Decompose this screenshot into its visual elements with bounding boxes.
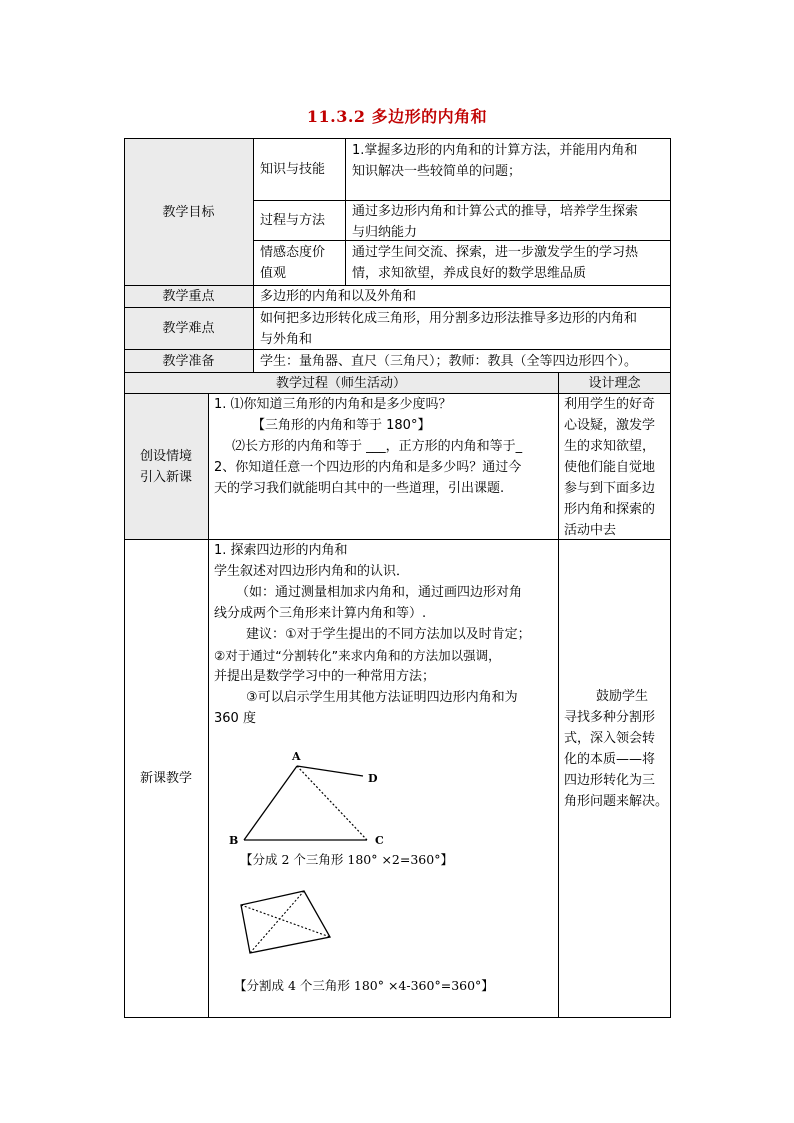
point-label-b: B: [229, 834, 239, 847]
concept-line: 化的本质——将: [564, 752, 656, 767]
goals-header: 教学目标: [162, 204, 215, 220]
lesson-line: 线分成两个三角形来计算内角和等）.: [214, 606, 427, 621]
intro-line: 1. ⑴你知道三角形的内角和是多少度吗？: [214, 397, 452, 412]
concept-line: 利用学生的好奇: [564, 397, 656, 412]
diagonal-ac: [297, 766, 367, 840]
lesson-line: ③可以启示学生用其他方法证明四边形内角和为: [246, 690, 518, 705]
new-lesson-concept: [564, 686, 668, 816]
point-label-c: C: [375, 834, 384, 847]
lesson-line: 学生叙述对四边形内角和的认识．: [214, 564, 410, 579]
quadrilateral-figure-1: [224, 745, 394, 855]
goal-text-knowledge: [346, 140, 670, 200]
rule: [670, 138, 671, 1018]
goal-label-line: 情感态度价: [260, 245, 326, 260]
lesson-line: ②对于通过“分割转化”来求内角和的方法加以强调，: [214, 648, 501, 663]
concept-line: 四边形转化为三: [564, 773, 656, 788]
intro-label-line: 创设情境: [139, 448, 192, 464]
intro-line: 天的学习我们就能明白其中的一些道理，引出课题.: [214, 481, 505, 496]
concept-line: 寻找多种分割形: [564, 710, 656, 725]
concept-line: 心设疑，激发学: [564, 418, 656, 433]
goal-label-emotion: [254, 242, 345, 285]
concept-line: 活动中去: [564, 523, 617, 538]
intro-concept: [564, 394, 668, 539]
concept-line: 生的求知欲望，: [564, 439, 656, 454]
goal-text-line: 知识解决一些较简单的问题；: [352, 164, 522, 179]
intro-answer: 【三角形的内角和等于 180°】: [252, 418, 431, 433]
page-title: 11.3.2 多边形的内角和: [306, 107, 488, 126]
side-ad: [297, 766, 363, 776]
lesson-line: 360 度: [214, 711, 256, 726]
side-ab: [244, 766, 297, 840]
prep-text: 学生：量角器、直尺（三角尺）；教师：教具（全等四边形四个）。: [260, 353, 638, 369]
point-label-a: A: [292, 750, 301, 763]
goal-text-emotion: [346, 242, 670, 285]
intro-label: [124, 394, 208, 539]
goal-text-line: 与归纳能力: [352, 225, 418, 240]
process-header: 教学过程（师生活动）: [275, 375, 406, 391]
quad-outline: [241, 891, 330, 953]
rule: [124, 1017, 671, 1018]
intro-label-line: 引入新课: [139, 469, 192, 485]
difficulty-line: 与外角和: [260, 332, 313, 347]
lesson-line: （如：通过测量相加求内角和，通过画四边形对角: [236, 585, 523, 600]
goal-label-process: 过程与方法: [260, 213, 326, 228]
concept-line: 鼓励学生: [596, 689, 649, 704]
keypoint-text: 多边形的内角和以及外角和: [260, 289, 417, 304]
intro-line: 2、你知道任意一个四边形的内角和是多少吗？通过今: [214, 460, 522, 475]
goal-text-line: 1.掌握多边形的内角和的计算方法，并能用内角和: [352, 143, 638, 158]
difficulty-text: [254, 308, 670, 349]
figure1-caption: 【分成 2 个三角形 180° ×2=360°】: [240, 852, 453, 867]
intro-line: ⑵长方形的内角和等于 ___，正方形的内角和等于_: [232, 439, 523, 454]
difficulty-line: 如何把多边形转化成三角形，用分割多边形法推导多边形的内角和: [260, 311, 638, 326]
concept-line: 形内角和探索的: [564, 502, 656, 517]
new-lesson-label: 新课教学: [139, 771, 192, 786]
goal-text-line: 通过学生间交流、探索，进一步激发学生的学习热: [352, 245, 639, 260]
goal-text-process: [346, 201, 670, 240]
intro-content: [214, 394, 556, 539]
keypoint-label: 教学重点: [162, 289, 215, 304]
new-lesson-content: [214, 540, 556, 740]
goal-text-line: 通过多边形内角和计算公式的推导，培养学生探索: [352, 204, 639, 219]
goal-text-line: 情，求知欲望，养成良好的数学思维品质: [352, 266, 587, 281]
figure2-caption: 【分割成 4 个三角形 180° ×4-360°=360°】: [234, 978, 494, 993]
concept-line: 角形问题来解决。: [564, 794, 669, 809]
quadrilateral-figure-2: [226, 885, 336, 960]
diagonal-1: [241, 905, 330, 937]
concept-line: 使他们能自觉地: [564, 460, 656, 475]
lesson-line: 建议：①对于学生提出的不同方法加以及时肯定；: [246, 627, 531, 642]
lesson-line: 1. 探索四边形的内角和: [214, 543, 348, 558]
rule: [208, 393, 209, 1018]
rule: [558, 372, 559, 1018]
goal-label-knowledge: 知识与技能: [260, 162, 326, 177]
concept-line: 式，深入领会转: [564, 731, 656, 746]
point-label-d: D: [368, 772, 378, 785]
goal-label-line: 值观: [260, 266, 287, 281]
concept-line: 参与到下面多边: [564, 481, 656, 496]
concept-header: 设计理念: [588, 375, 641, 391]
prep-label: 教学准备: [162, 353, 215, 369]
lesson-line: 并提出是数学学习中的一种常用方法；: [214, 669, 436, 684]
difficulty-label: 教学难点: [162, 321, 215, 336]
